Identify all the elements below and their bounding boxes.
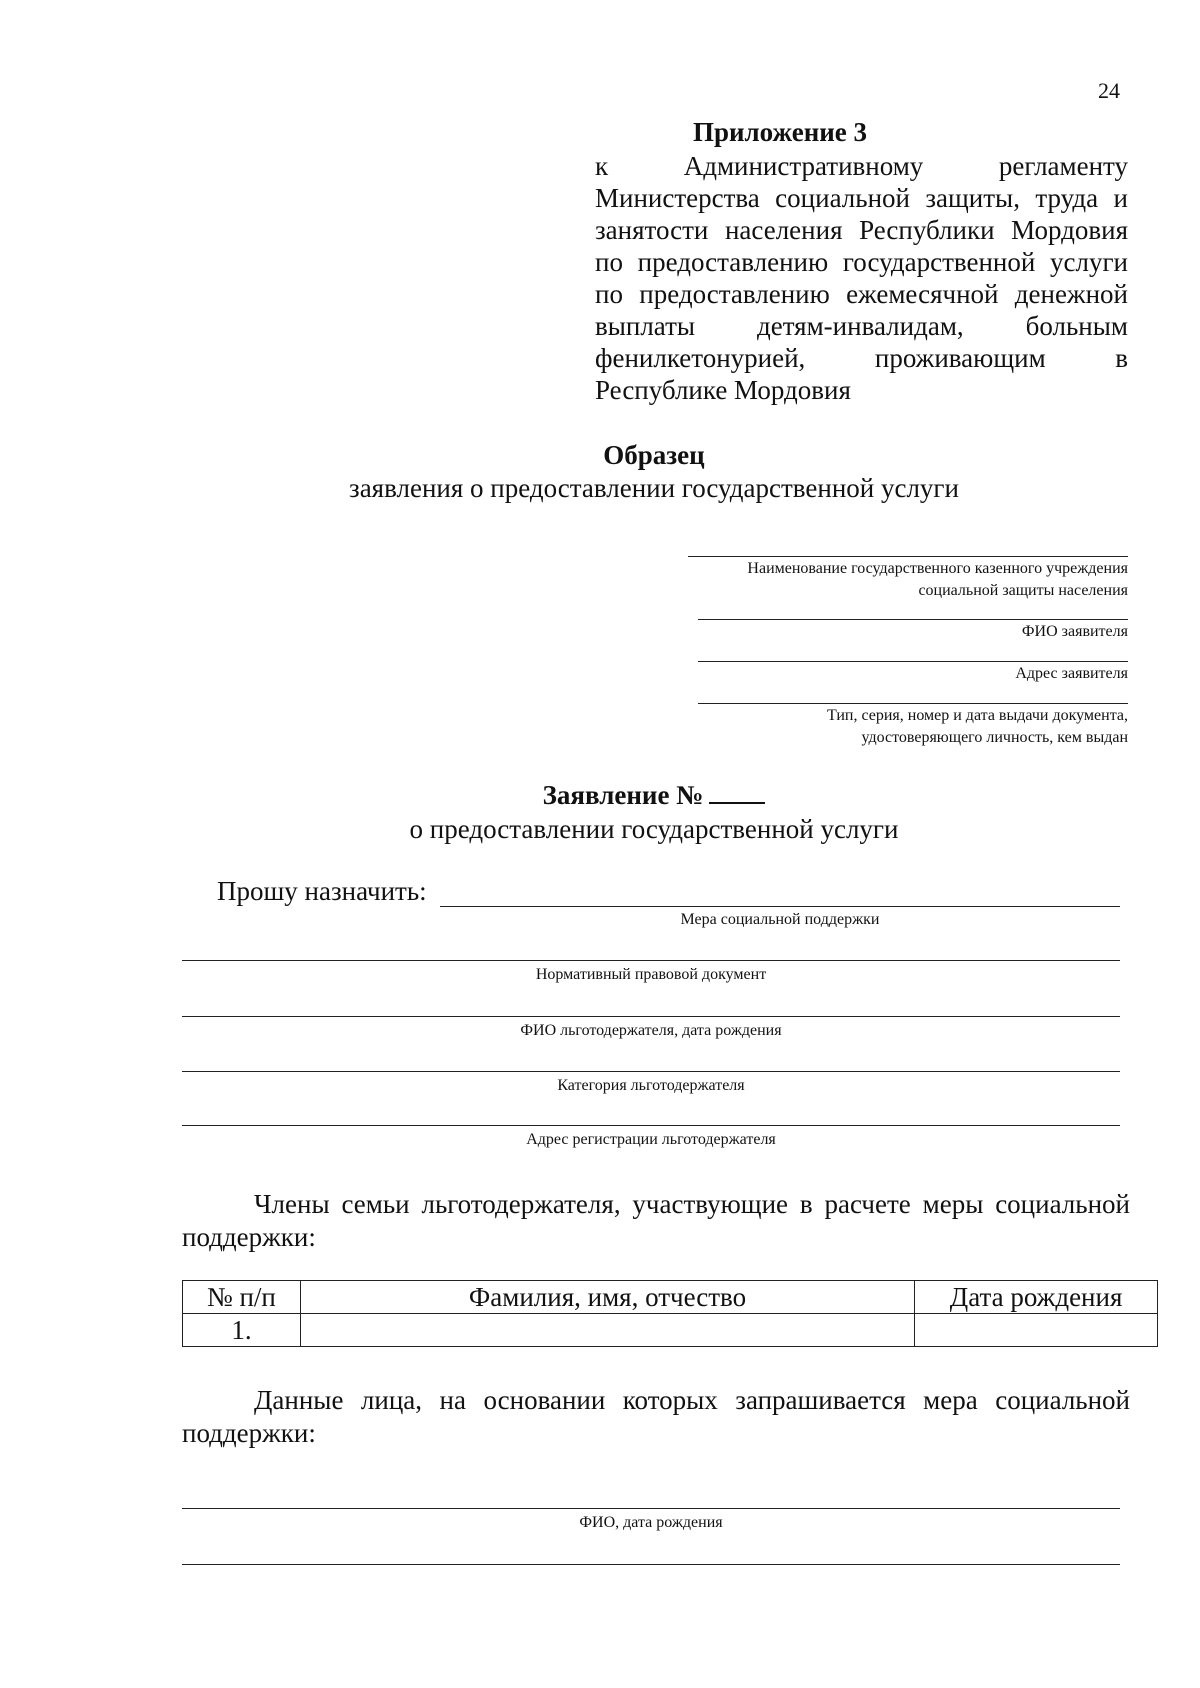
- application-number-blank[interactable]: [709, 780, 765, 804]
- applicant-address-line[interactable]: [698, 661, 1128, 662]
- request-label: Прошу назначить:: [217, 876, 427, 906]
- family-intro: Члены семьи льготодержателя, участвующие в расчете меры социальной поддержки:: [182, 1189, 1130, 1252]
- person-name-caption: ФИО, дата рождения: [579, 1514, 723, 1531]
- family-table: [182, 1280, 1158, 1347]
- measure-caption: Мера социальной поддержки: [680, 911, 880, 928]
- application-title-text: Заявление №: [542, 780, 704, 810]
- applicant-name-line[interactable]: [698, 619, 1128, 620]
- page-number: 24: [1098, 78, 1120, 103]
- legal-doc-caption: Нормативный правовой документ: [535, 966, 767, 983]
- sample-title: Образец: [603, 440, 705, 470]
- row-number-cell: 1.: [183, 1314, 301, 1347]
- row-birthdate-cell[interactable]: [915, 1314, 1158, 1347]
- category-caption: Категория льготодержателя: [557, 1077, 745, 1094]
- extra-line[interactable]: [182, 1564, 1120, 1565]
- document-line[interactable]: [698, 703, 1128, 704]
- institution-caption-2: социальной защиты населения: [918, 582, 1128, 599]
- family-table-header: [183, 1281, 1158, 1314]
- applicant-name-caption: ФИО заявителя: [1021, 623, 1128, 640]
- application-subtitle: о предоставлении государственной услуги: [409, 814, 899, 844]
- sample-subtitle: заявления о предоставлении государственной услуги: [349, 473, 959, 503]
- address-caption: Адрес регистрации льготодержателя: [526, 1131, 776, 1148]
- beneficiary-line[interactable]: [182, 1016, 1120, 1017]
- person-intro: Данные лица, на основании которых запрашивается мера социальной поддержки:: [182, 1385, 1130, 1448]
- table-row: [183, 1314, 1158, 1347]
- annex-body: к Административному регламенту Министерства социальной защиты, труда и занятости населения Республики Мордовия по предоставлению государственной услуги по предоставлению ежемесячной денежной выплаты детям-инвалидам, больным фенилкетонурией, проживающим в Республике Мордовия: [595, 151, 1128, 405]
- applicant-address-caption: Адрес заявителя: [1015, 665, 1128, 682]
- address-line[interactable]: [182, 1125, 1120, 1126]
- column-number-header: № п/п: [183, 1281, 301, 1314]
- document-caption-1: Тип, серия, номер и дата выдачи документа,: [826, 707, 1128, 724]
- institution-caption-1: Наименование государственного казенного учреждения: [747, 560, 1128, 577]
- annex-title: Приложение 3: [692, 117, 868, 147]
- legal-doc-line[interactable]: [182, 960, 1120, 961]
- application-title: [0, 780, 1200, 811]
- column-name-header: Фамилия, имя, отчество: [300, 1281, 914, 1314]
- category-line[interactable]: [182, 1071, 1120, 1072]
- column-birthdate-header: Дата рождения: [915, 1281, 1158, 1314]
- measure-line[interactable]: [440, 906, 1120, 907]
- document-caption-2: удостоверяющего личность, кем выдан: [861, 729, 1128, 746]
- institution-line[interactable]: [688, 556, 1128, 557]
- beneficiary-caption: ФИО льготодержателя, дата рождения: [520, 1022, 782, 1039]
- person-name-line[interactable]: [182, 1508, 1120, 1509]
- row-name-cell[interactable]: [300, 1314, 914, 1347]
